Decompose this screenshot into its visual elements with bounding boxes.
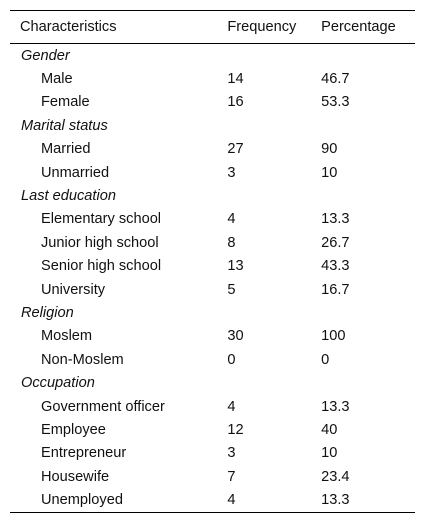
row-percentage: 10 <box>321 445 338 462</box>
group-label: Religion <box>21 304 74 321</box>
row-frequency: 16 <box>227 94 244 111</box>
row-frequency: 13 <box>227 258 244 275</box>
group-row <box>10 301 415 324</box>
table-row <box>10 465 415 488</box>
row-label: Unmarried <box>41 164 110 181</box>
characteristics-table-container <box>10 10 415 513</box>
table-row <box>10 325 415 348</box>
row-label: Government officer <box>41 398 165 415</box>
table-header <box>10 11 415 44</box>
row-label: University <box>41 281 106 298</box>
table-row <box>10 348 415 371</box>
row-frequency: 3 <box>227 445 236 462</box>
table-row <box>10 138 415 161</box>
row-label: Male <box>41 71 73 88</box>
table-row <box>10 255 415 278</box>
row-frequency: 8 <box>227 234 236 251</box>
row-label: Senior high school <box>41 258 162 275</box>
row-frequency: 0 <box>227 351 236 368</box>
row-label: Unemployed <box>10 488 227 512</box>
table-row <box>10 208 415 231</box>
row-percentage: 13.3 <box>321 211 350 228</box>
table-body <box>10 44 415 513</box>
table-row <box>10 442 415 465</box>
table-row <box>10 418 415 441</box>
header-characteristics: Characteristics <box>10 11 227 44</box>
row-frequency: 7 <box>227 468 236 485</box>
row-percentage: 26.7 <box>321 234 350 251</box>
row-percentage: 10 <box>321 164 338 181</box>
row-label: Entrepreneur <box>41 445 127 462</box>
table-row <box>10 67 415 90</box>
row-frequency: 4 <box>227 398 236 415</box>
group-row <box>10 44 415 68</box>
row-label: Non-Moslem <box>41 351 124 368</box>
row-percentage: 100 <box>321 328 346 345</box>
row-percentage: 0 <box>321 351 330 368</box>
table-row <box>10 231 415 254</box>
characteristics-table <box>10 10 415 513</box>
row-frequency: 12 <box>227 421 244 438</box>
group-label: Occupation <box>21 375 95 392</box>
table-row <box>10 91 415 114</box>
row-label: Elementary school <box>41 211 162 228</box>
row-percentage: 23.4 <box>321 468 350 485</box>
row-frequency: 30 <box>227 328 244 345</box>
row-frequency: 3 <box>227 164 236 181</box>
group-row <box>10 114 415 137</box>
group-label: Marital status <box>21 117 108 134</box>
row-label: Moslem <box>41 328 93 345</box>
row-frequency: 27 <box>227 141 244 158</box>
group-row <box>10 184 415 207</box>
header-row <box>10 11 415 44</box>
row-percentage: 53.3 <box>321 94 350 111</box>
row-percentage: 43.3 <box>321 258 350 275</box>
group-label: Gender <box>21 47 70 64</box>
row-percentage: 16.7 <box>321 281 350 298</box>
row-frequency: 14 <box>227 71 244 88</box>
row-percentage: 13.3 <box>321 488 415 512</box>
table-row <box>10 161 415 184</box>
row-percentage: 46.7 <box>321 71 350 88</box>
table-row <box>10 488 415 512</box>
group-label: Last education <box>21 188 116 205</box>
row-frequency: 4 <box>227 488 321 512</box>
row-label: Housewife <box>41 468 110 485</box>
row-label: Female <box>41 94 90 111</box>
row-percentage: 90 <box>321 141 338 158</box>
row-label: Junior high school <box>41 234 159 251</box>
header-percentage: Percentage <box>321 11 415 44</box>
table-row <box>10 395 415 418</box>
row-percentage: 13.3 <box>321 398 350 415</box>
row-label: Married <box>41 141 91 158</box>
row-label: Employee <box>41 421 106 438</box>
row-frequency: 5 <box>227 281 236 298</box>
table-row <box>10 278 415 301</box>
header-frequency: Frequency <box>227 11 321 44</box>
row-frequency: 4 <box>227 211 236 228</box>
row-percentage: 40 <box>321 421 338 438</box>
group-row <box>10 371 415 394</box>
